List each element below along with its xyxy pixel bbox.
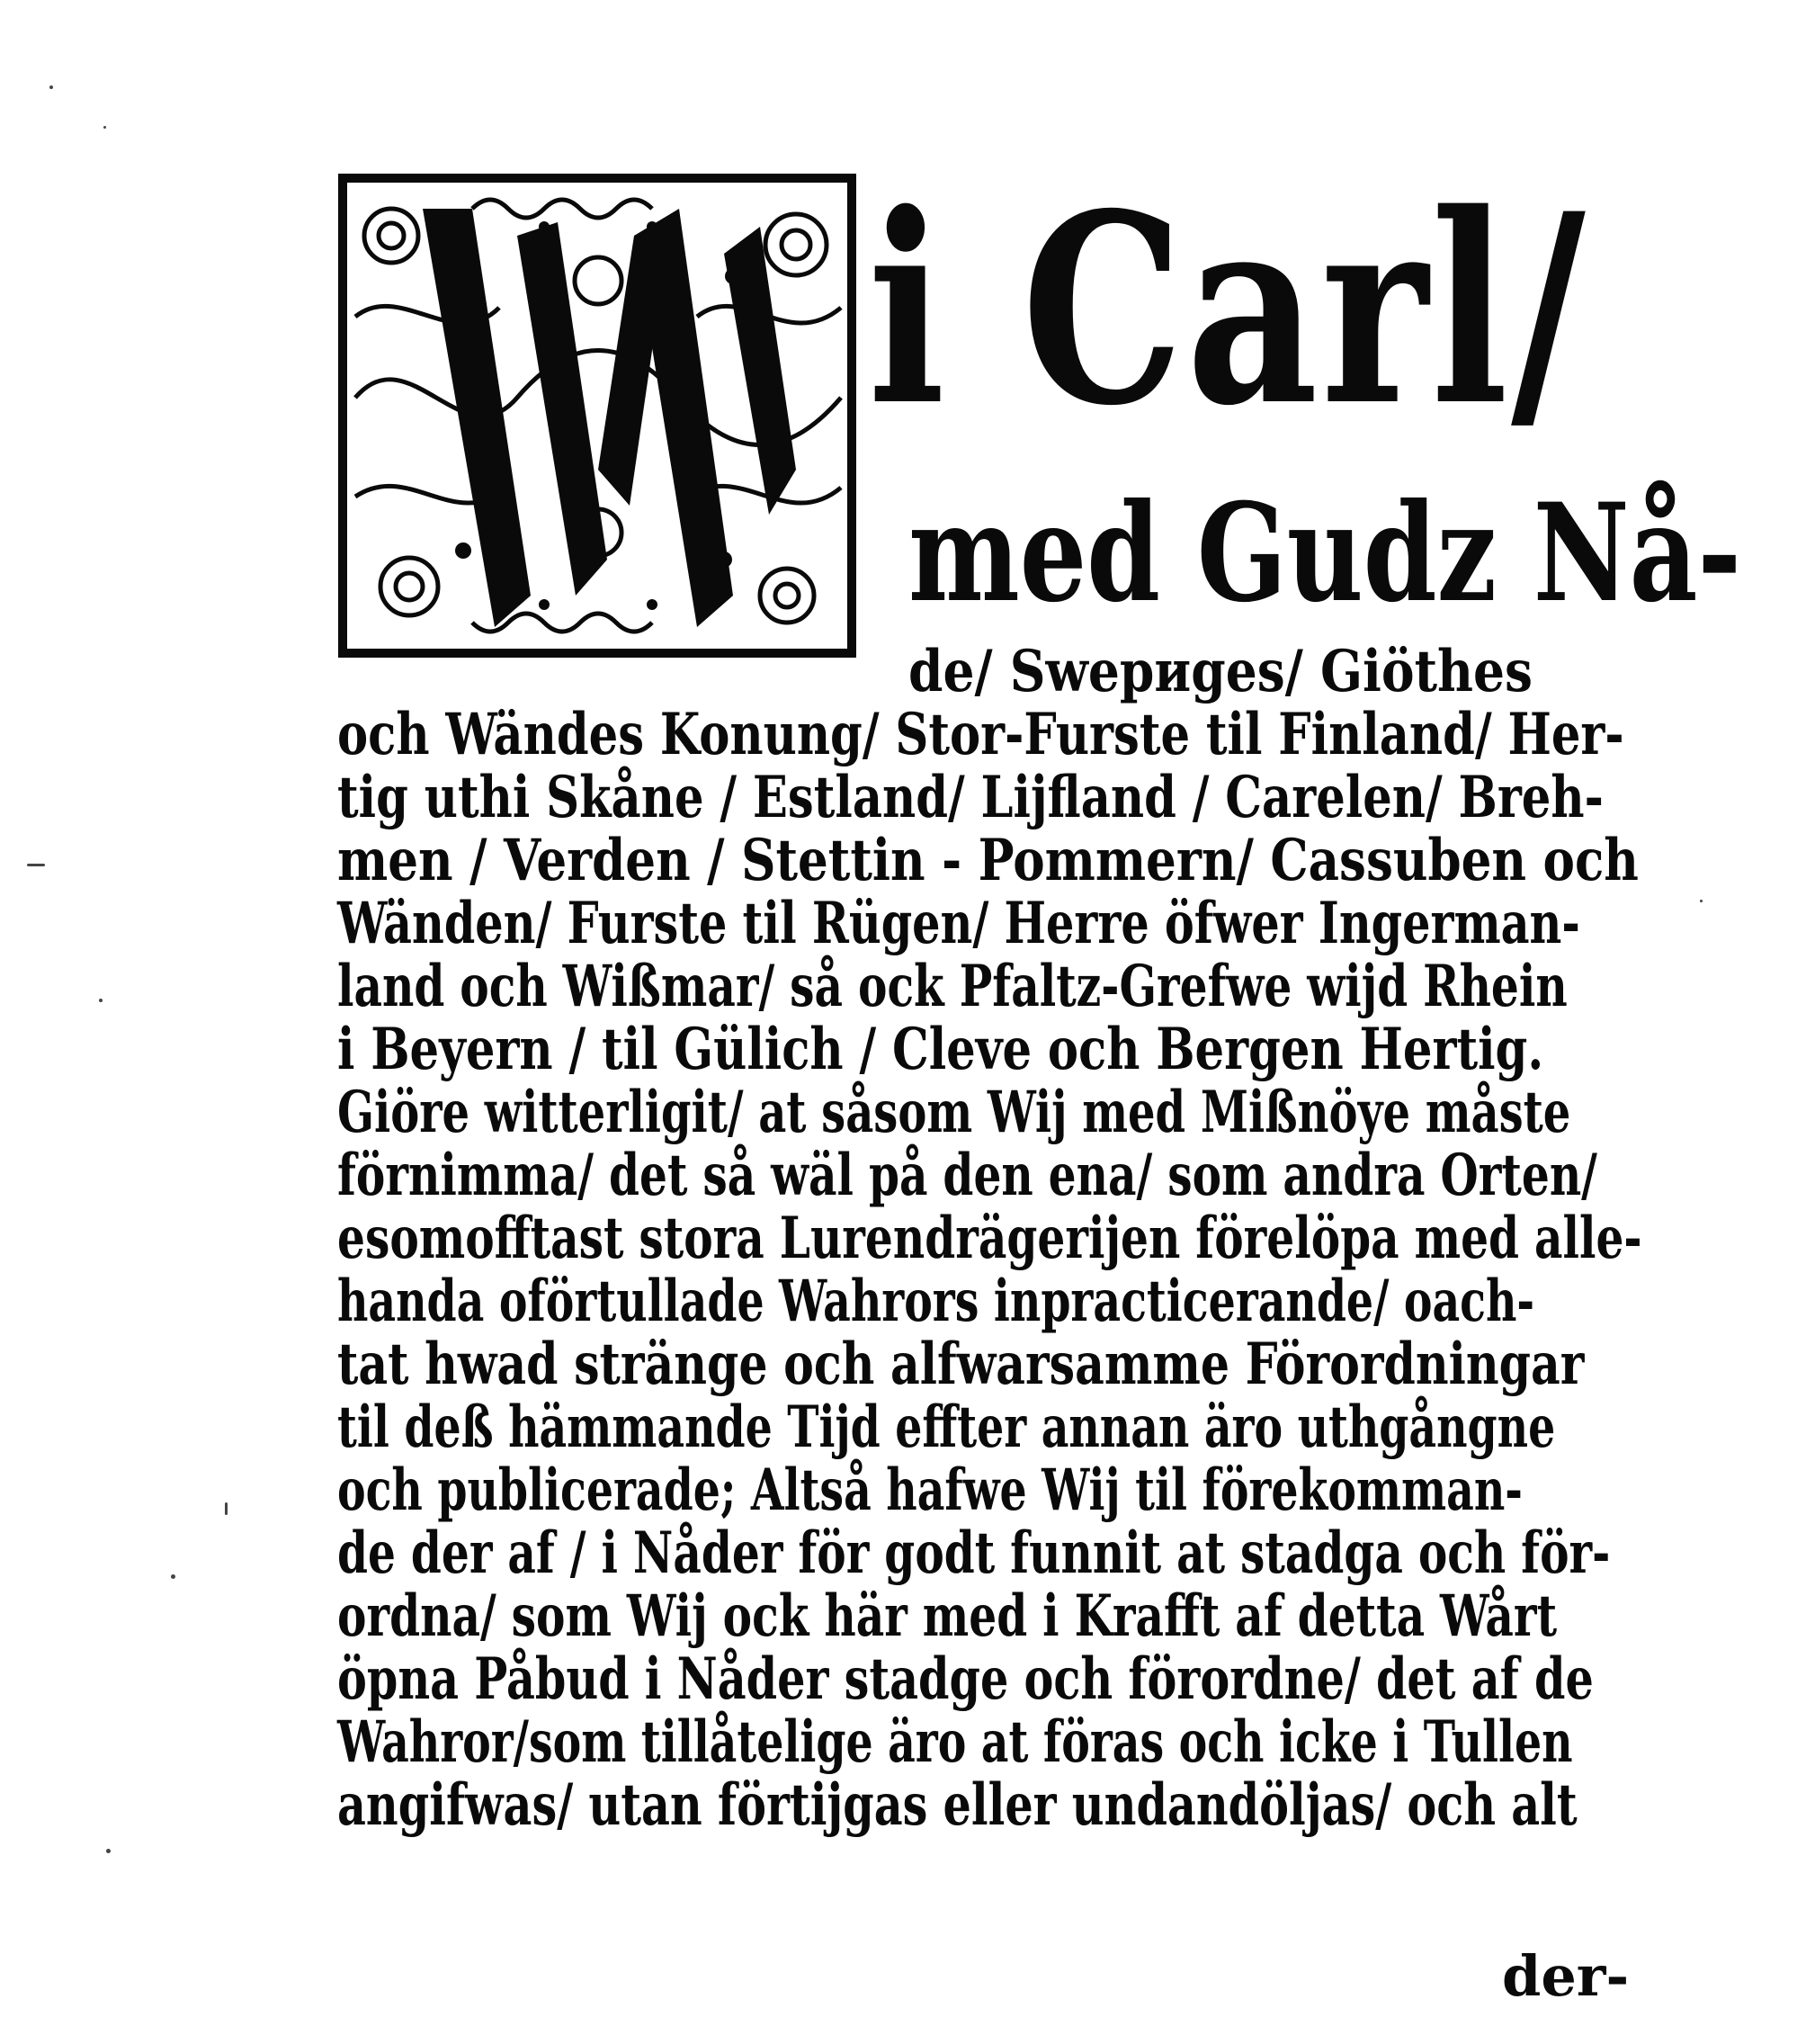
text-line: ordna/ som Wij ock här med i Krafft af detta Wårt xyxy=(337,1582,1558,1650)
text-line: angifwas/ utan förtijgas eller undandöljas/ och alt xyxy=(337,1771,1578,1839)
text-line: esomofftast stora Lurendrägerijen förelöpa med alle- xyxy=(337,1205,1642,1272)
scan-speck xyxy=(103,126,106,129)
text-line: men / Verden / Stettin - Pommern/ Cassuben och xyxy=(337,827,1639,894)
text-line: i Beyern / til Gülich / Cleve och Bergen Hertig. xyxy=(337,1016,1544,1083)
text-line: de/ Swериges/ Giöthes xyxy=(908,638,1533,705)
text-line: Wahror/som tillåtelige äro at föras och icke i Tullen xyxy=(337,1708,1573,1776)
heading-title: i Carl/ xyxy=(868,157,1588,463)
text-line: och Wändes Konung/ Stor-Furste til Finland/ Her- xyxy=(337,701,1624,768)
text-line: öpna Påbud i Nåder stadge och förordne/ det af de xyxy=(337,1645,1594,1713)
text-line: de der af / i Nåder för godt funnit at stadga och för- xyxy=(337,1520,1611,1587)
scan-speck xyxy=(49,85,53,89)
text-line: förnimma/ det så wäl på den ena/ som andra Orten/ xyxy=(337,1142,1597,1209)
text-line: til deß hämmande Tijd effter annan äro uthgångne xyxy=(337,1394,1556,1461)
catchword: der- xyxy=(1502,1943,1630,2009)
text-line: handa oförtullade Wahrors inpracticerande/ oach- xyxy=(337,1268,1535,1335)
scan-speck xyxy=(225,1502,228,1515)
text-line: tat hwad stränge och alfwarsamme Förordningar xyxy=(337,1331,1585,1398)
text-line: Giöre witterligit/ at såsom Wij med Mißnöye måste xyxy=(337,1079,1571,1146)
heading-subtitle: med Gudz Nå- xyxy=(908,474,1742,632)
text-line: Wänden/ Furste til Rügen/ Herre öfwer Ingerman- xyxy=(337,890,1580,957)
text-line: land och Wißmar/ så ock Pfaltz-Grefwe wijd Rhein xyxy=(337,953,1568,1020)
scan-speck xyxy=(99,999,103,1002)
text-line: och publicerade; Altså hafwe Wij til förekomman- xyxy=(337,1457,1523,1524)
scan-speck xyxy=(171,1574,175,1579)
text-line: tig uthi Skåne / Estland/ Lijfland / Carelen/ Breh- xyxy=(337,764,1604,831)
ornamental-initial-w xyxy=(337,173,857,659)
scan-speck xyxy=(106,1849,111,1853)
scan-speck xyxy=(1700,900,1703,902)
scan-speck xyxy=(27,864,45,866)
